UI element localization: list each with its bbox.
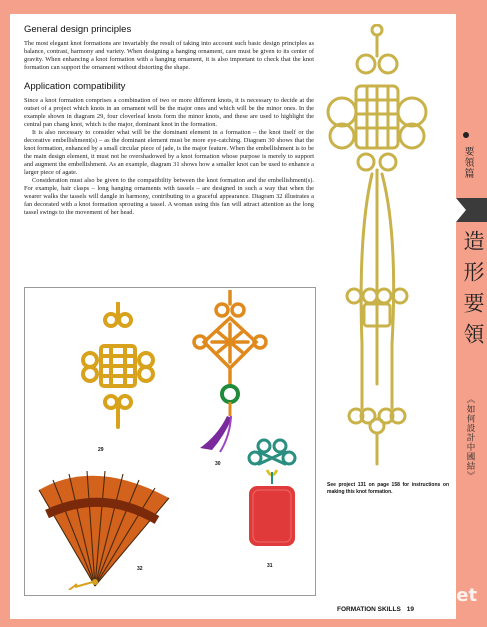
bullet-dot bbox=[463, 132, 469, 138]
section-heading-application: Application compatibility bbox=[24, 81, 126, 92]
watermark-url: www.39.net bbox=[356, 585, 478, 606]
section-heading-general: General design principles bbox=[24, 24, 132, 35]
figure-label-29: 29 bbox=[98, 447, 104, 453]
section-application bbox=[24, 81, 314, 217]
knot-29-image bbox=[73, 302, 163, 432]
page-number: 19 bbox=[406, 606, 415, 613]
figure-label-30: 30 bbox=[215, 461, 221, 467]
knot-formation-photo bbox=[322, 24, 452, 469]
photo-caption: See project 131 on page 158 for instructions on making this knot formation. bbox=[327, 482, 449, 495]
paragraph-general: The most elegant knot formations are invariably the result of taking into account such basic design principles as balance, contrast, harmony and variety. When designing a hanging ornament, care must be given to its center of gravity. When enhancing a knot formation with a hanging ornament, it is also important to check that the knot formation can support the ornament without distorting the shape. bbox=[24, 40, 314, 71]
fan-32-image bbox=[31, 470, 181, 590]
hanging-knot-image bbox=[322, 24, 452, 469]
knot-31-image bbox=[237, 436, 307, 566]
page-footer bbox=[337, 606, 414, 613]
paragraph-application-1: Since a knot formation comprises a combination of two or more different knots, it is necessary to decide at the outset of a project which knots in an ornament will be the major ones and which will be the minor ones. In the example shown in diagram 29, four cloverleaf knots form the minor knots, and these are used to highlight the central pan chang knot, which is the major, dominant knot in the formation. bbox=[24, 97, 314, 128]
chapter-marker-band bbox=[456, 198, 487, 222]
figure-panel bbox=[24, 287, 316, 596]
watermark-cn: 三九公社 bbox=[354, 554, 458, 582]
sidebar-small-title: 要領篇 bbox=[462, 146, 473, 179]
paragraph-application-3: Consideration must also be given to the compatibility between the knot formation and the embellishment(s). For example, hair clasps – long hanging ornaments with tassels – are designed in such a way that when the wearer walks the tassels will dangle in harmony, contributing to a graceful appearance. Diagram 32 illustrates a fan decorated with a knot formation sprouting a tassel. A woman using this fan will attract attention as the long tassel swings to the movement of her head. bbox=[24, 177, 314, 216]
sidebar-subtitle: 《如何設計中國結》 bbox=[465, 395, 475, 481]
figure-label-31: 31 bbox=[267, 563, 273, 569]
figure-label-32: 32 bbox=[137, 566, 143, 572]
knot-30-image bbox=[190, 290, 270, 455]
sidebar-big-title: 造形要領 bbox=[461, 230, 485, 354]
article-body bbox=[24, 24, 314, 217]
paragraph-application-2: It is also necessary to consider what will be the dominant element in a formation – the knot itself or the decorative embellishment(s) – as the dominant element must be more eye-catching. Diagram 30 shows that the knot formation, enhanced by a small circular piece of jade, is the major feature. When the embellishment is to be the main design element, it must not be overshadowed by a knot formation whose purpose is merely to support and augment the embellishment. As an example, diagram 31 shows how a smaller knot can be used to enhance a larger piece of agate. bbox=[24, 129, 314, 176]
footer-section-label: FORMATION SKILLS bbox=[337, 606, 401, 613]
